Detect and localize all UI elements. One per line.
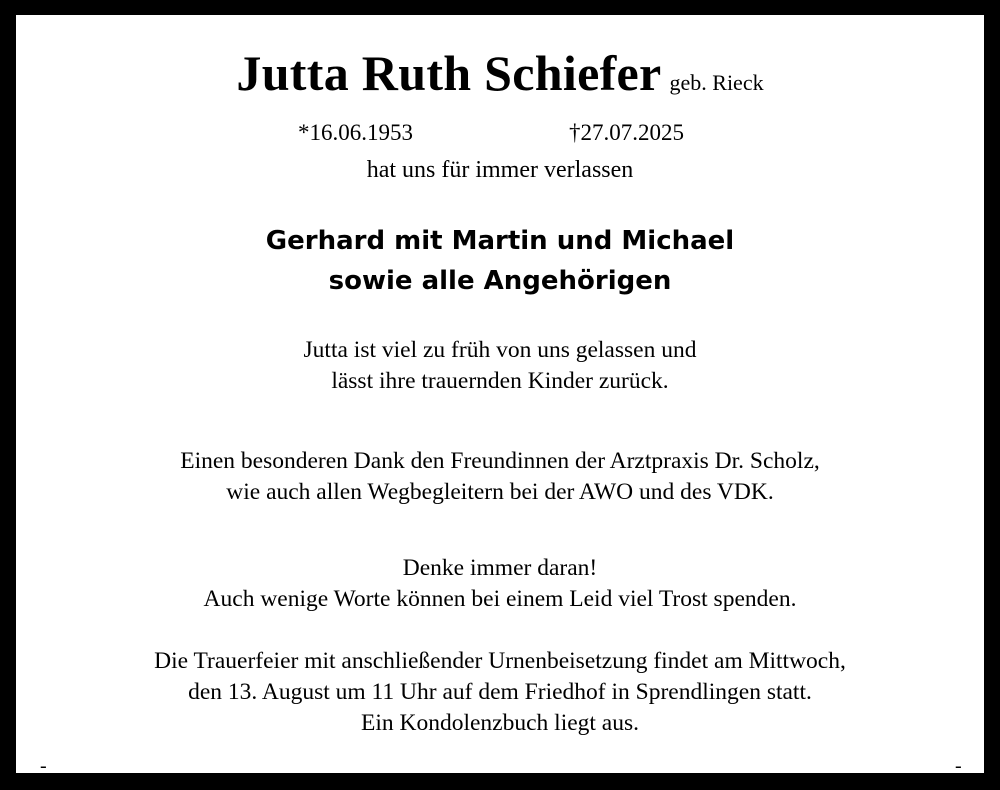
text-line: Ein Kondolenzbuch liegt aus.: [360, 710, 640, 736]
text-line: Jutta ist viel zu früh von uns gelassen und: [303, 337, 697, 363]
text-line: lässt ihre trauernden Kinder zurück.: [331, 368, 669, 394]
text-line: den 13. August um 11 Uhr auf dem Friedhof in Sprendlingen statt.: [188, 679, 812, 705]
family-names: [0, 221, 1000, 301]
text-line: Die Trauerfeier mit anschließender Urnenbeisetzung findet am Mittwoch,: [154, 648, 846, 674]
departure-message: hat uns für immer verlassen: [366, 157, 634, 183]
death-date: †27.07.2025: [569, 120, 684, 145]
text-line: Denke immer daran!: [402, 555, 598, 581]
thanks-paragraph: [0, 446, 1000, 508]
quote-paragraph: [0, 553, 1000, 615]
text-line: Auch wenige Worte können bei einem Leid viel Trost spenden.: [203, 586, 797, 612]
birth-date: *16.06.1953: [298, 120, 413, 145]
text-line: Einen besonderen Dank den Freundinnen der Arztpraxis Dr. Scholz,: [180, 448, 820, 474]
family-line: sowie alle Angehörigen: [328, 266, 672, 296]
text-line: wie auch allen Wegbegleitern bei der AWO und des VDK.: [226, 479, 774, 505]
heading: [0, 44, 1000, 102]
birth-name: geb. Rieck: [669, 70, 764, 95]
funeral-info-paragraph: [0, 646, 1000, 739]
remembrance-paragraph: [0, 335, 1000, 397]
corner-mark-right: -: [955, 755, 962, 777]
corner-mark-left: -: [40, 755, 47, 777]
family-line: Gerhard mit Martin und Michael: [265, 226, 735, 256]
deceased-name: Jutta Ruth Schiefer: [236, 45, 662, 101]
